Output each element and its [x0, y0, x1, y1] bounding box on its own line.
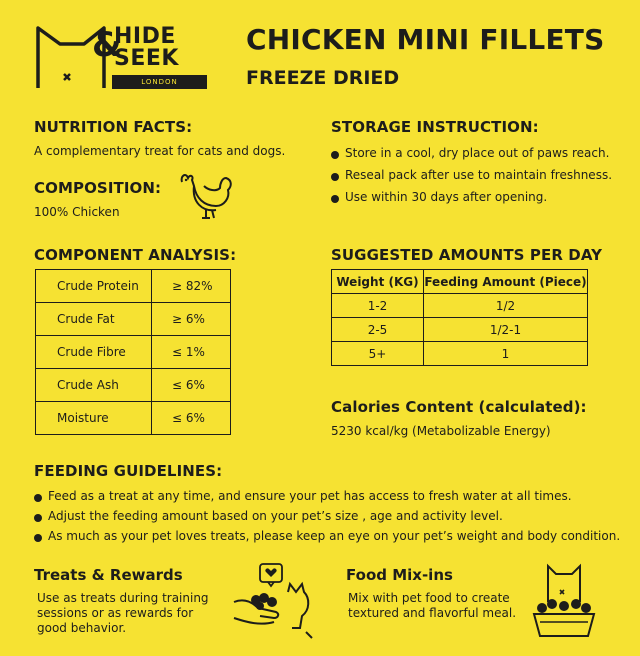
analysis-name: Crude Fat [36, 303, 152, 336]
storage-item: Store in a cool, dry place out of paws reach. [331, 146, 631, 160]
feeding-heading: FEEDING GUIDELINES: [34, 462, 223, 480]
treats-heading: Treats & Rewards [34, 566, 183, 584]
feeding-item: As much as your pet loves treats, please keep an eye on your pet’s weight and body condition. [34, 529, 630, 543]
brand-line1: HIDE [114, 24, 176, 49]
food-bowl-icon [532, 562, 596, 644]
mixins-line: Mix with pet food to create [348, 591, 510, 605]
table-row [36, 303, 231, 336]
product-subtitle: FREEZE DRIED [246, 67, 400, 89]
weight-cell: 5+ [332, 342, 424, 366]
composition-text: 100% Chicken [34, 205, 120, 219]
calories-text: 5230 kcal/kg (Metabolizable Energy) [331, 424, 551, 438]
analysis-name: Crude Protein [36, 270, 152, 303]
analysis-value: ≤ 6% [152, 369, 231, 402]
analysis-value: ≤ 1% [152, 336, 231, 369]
product-title: CHICKEN MINI FILLETS [246, 23, 605, 56]
treats-line: sessions or as rewards for [37, 606, 194, 620]
hand-treats-icon [230, 562, 320, 642]
table-row [36, 336, 231, 369]
brand-city: LONDON [112, 75, 207, 89]
calories-heading: Calories Content (calculated): [331, 398, 587, 416]
feeding-list [34, 489, 630, 543]
storage-list [331, 146, 631, 204]
brand-line2: SEEK [114, 46, 179, 71]
nutrition-heading: NUTRITION FACTS: [34, 118, 193, 136]
amount-cell: 1 [424, 342, 588, 366]
storage-heading: STORAGE INSTRUCTION: [331, 118, 539, 136]
col-weight-header: Weight (KG) [332, 270, 424, 294]
col-amount-header: Feeding Amount (Piece) [424, 270, 588, 294]
analysis-name: Crude Fibre [36, 336, 152, 369]
treats-text [37, 591, 209, 636]
treats-line: good behavior. [37, 621, 127, 635]
table-row [36, 402, 231, 435]
table-row [332, 294, 588, 318]
mixins-text [348, 591, 516, 621]
brand-logo [34, 22, 209, 92]
storage-item: Reseal pack after use to maintain freshness. [331, 168, 631, 182]
amount-cell: 1/2 [424, 294, 588, 318]
storage-item: Use within 30 days after opening. [331, 190, 631, 204]
analysis-value: ≥ 82% [152, 270, 231, 303]
table-header-row [332, 270, 588, 294]
table-row [332, 318, 588, 342]
composition-heading: COMPOSITION: [34, 179, 162, 197]
weight-cell: 1-2 [332, 294, 424, 318]
analysis-heading: COMPONENT ANALYSIS: [34, 246, 237, 264]
amounts-heading: SUGGESTED AMOUNTS PER DAY [331, 246, 603, 264]
nutrition-text: A complementary treat for cats and dogs. [34, 144, 286, 158]
analysis-value: ≥ 6% [152, 303, 231, 336]
weight-cell: 2-5 [332, 318, 424, 342]
chicken-icon [176, 166, 236, 222]
analysis-value: ≤ 6% [152, 402, 231, 435]
amount-cell: 1/2-1 [424, 318, 588, 342]
treats-line: Use as treats during training [37, 591, 209, 605]
analysis-name: Moisture [36, 402, 152, 435]
mixins-line: textured and flavorful meal. [348, 606, 517, 620]
amounts-table [331, 269, 588, 366]
table-row [36, 270, 231, 303]
feeding-item: Feed as a treat at any time, and ensure your pet has access to fresh water at all times. [34, 489, 630, 503]
mixins-heading: Food Mix-ins [346, 566, 453, 584]
feeding-item: Adjust the feeding amount based on your pet’s size , age and activity level. [34, 509, 630, 523]
analysis-name: Crude Ash [36, 369, 152, 402]
analysis-table [35, 269, 231, 435]
brand-ampersand: & [92, 25, 122, 65]
table-row [36, 369, 231, 402]
table-row [332, 342, 588, 366]
